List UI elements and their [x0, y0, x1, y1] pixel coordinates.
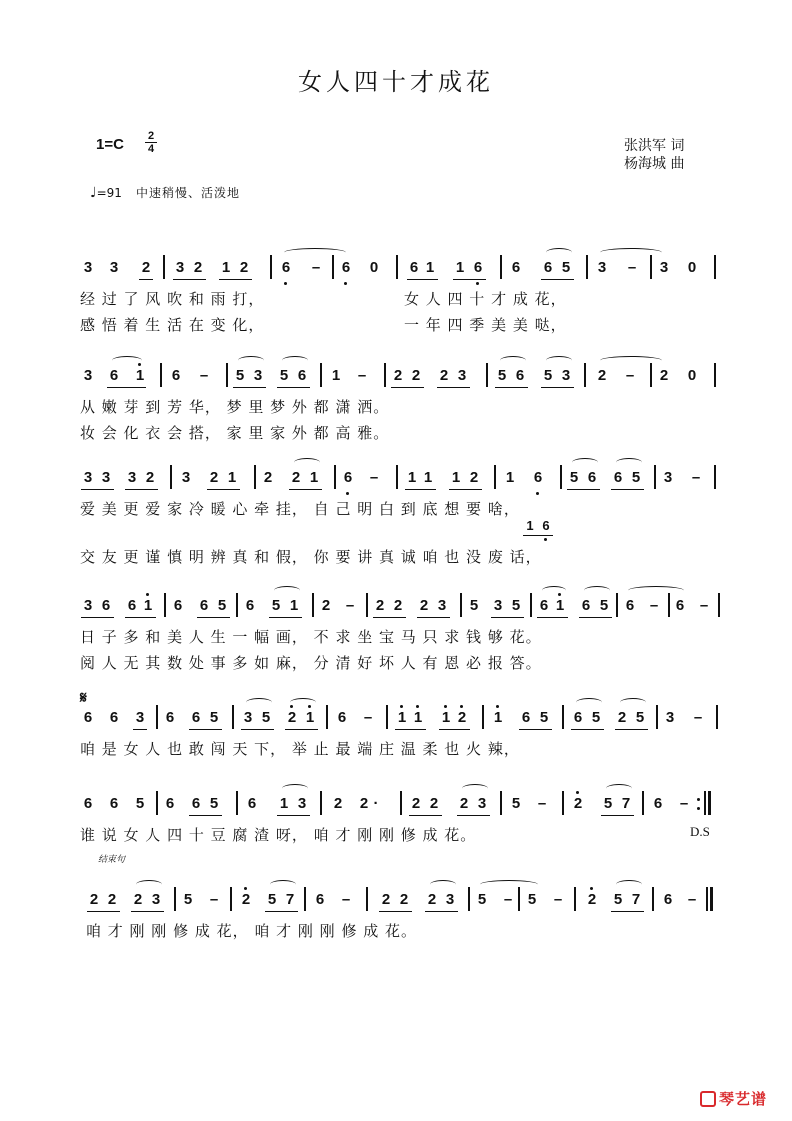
- lyric-line: 经 过 了 风 吹 和 雨 打， 女 人 四 十 才 成 花，: [80, 290, 567, 308]
- note: 0: [687, 367, 697, 384]
- note: 2: [439, 367, 449, 384]
- note: 5: [267, 891, 277, 908]
- note: 5: [235, 367, 245, 384]
- quarter-note-icon: ♩: [90, 185, 97, 201]
- note: 2: [419, 597, 429, 614]
- note: 1: [309, 469, 319, 486]
- note: 2: [411, 367, 421, 384]
- note: 2: [107, 891, 117, 908]
- note: 6: [663, 891, 673, 908]
- note: 2: [573, 795, 583, 812]
- note: 1: [455, 259, 465, 276]
- note: 6: [542, 518, 550, 533]
- note: 2: [659, 367, 669, 384]
- note: 5: [209, 795, 219, 812]
- note: 6: [473, 259, 483, 276]
- note: 2: [193, 259, 203, 276]
- lyric-line: 阅 人 无 其 数 处 事 多 如 麻， 分 清 好 坏 人 有 恩 必 报 答。: [80, 654, 542, 672]
- note: 2: [393, 367, 403, 384]
- note: 3: [493, 597, 503, 614]
- note: 2: [239, 259, 249, 276]
- note: 0: [687, 259, 697, 276]
- lyric-line: 咱 是 女 人 也 敢 闯 天 下， 举 止 最 端 庄 温 柔 也 火 辣，: [80, 740, 520, 758]
- note: 3: [243, 709, 253, 726]
- note: 3: [83, 469, 93, 486]
- note: 2: [617, 709, 627, 726]
- note: –: [679, 795, 689, 812]
- note: 6: [653, 795, 663, 812]
- note: 6: [581, 597, 591, 614]
- time-sig-bottom: 4: [147, 143, 155, 155]
- note: 1: [451, 469, 461, 486]
- note: 5: [569, 469, 579, 486]
- note: 3: [127, 469, 137, 486]
- logo-mark-icon: [700, 1091, 716, 1107]
- note: –: [687, 891, 697, 908]
- page-title: 女人四十才成花: [298, 68, 494, 96]
- note: 3: [151, 891, 161, 908]
- note: 6: [109, 795, 119, 812]
- note: 6: [521, 709, 531, 726]
- note: 5: [631, 469, 641, 486]
- note: 2: [287, 709, 297, 726]
- note: 6: [341, 259, 351, 276]
- note: 1: [413, 709, 423, 726]
- note: 5: [613, 891, 623, 908]
- note: 2: [321, 597, 331, 614]
- note: –: [537, 795, 547, 812]
- note: 5: [271, 597, 281, 614]
- note: 5: [511, 597, 521, 614]
- note: 5: [497, 367, 507, 384]
- note: 1: [425, 259, 435, 276]
- note: 6: [109, 709, 119, 726]
- score-row-7: [0, 890, 792, 910]
- note: 5: [527, 891, 537, 908]
- note: 2: [399, 891, 409, 908]
- note: 3: [665, 709, 675, 726]
- note: 6: [539, 597, 549, 614]
- note: 1: [423, 469, 433, 486]
- time-sig-top: 2: [145, 130, 157, 143]
- lyric-line: 日 子 多 和 美 人 生 一 幅 画， 不 求 坐 宝 马 只 求 钱 够 花。: [80, 628, 542, 646]
- note: 2: [459, 795, 469, 812]
- note: 3: [83, 597, 93, 614]
- note: –: [311, 259, 321, 276]
- note: –: [627, 259, 637, 276]
- note: –: [209, 891, 219, 908]
- note: 2: [291, 469, 301, 486]
- credits: [624, 137, 684, 173]
- score-row-2: [0, 366, 792, 386]
- note: 3: [477, 795, 487, 812]
- note: 6: [281, 259, 291, 276]
- note: 2: [241, 891, 251, 908]
- note: 2: [597, 367, 607, 384]
- note: 3: [253, 367, 263, 384]
- lyric-line: 妆 会 化 衣 会 搭， 家 里 家 外 都 高 雅。: [80, 424, 390, 442]
- note: –: [691, 469, 701, 486]
- note: 2: [333, 795, 343, 812]
- tempo-marking: [90, 184, 240, 201]
- note: 3: [659, 259, 669, 276]
- note: 1: [279, 795, 289, 812]
- note: 2: [145, 469, 155, 486]
- score-row-3: [0, 468, 792, 488]
- note: 1: [227, 469, 237, 486]
- note: –: [693, 709, 703, 726]
- note: 6: [173, 597, 183, 614]
- note: 2: [89, 891, 99, 908]
- note: 3: [101, 469, 111, 486]
- note: 1: [441, 709, 451, 726]
- note: 6: [83, 795, 93, 812]
- note: –: [357, 367, 367, 384]
- note: –: [363, 709, 373, 726]
- note: 6: [409, 259, 419, 276]
- note: 1: [135, 367, 145, 384]
- note: 6: [297, 367, 307, 384]
- end-phrase-label: 结束句: [98, 855, 126, 865]
- note: 2: [469, 469, 479, 486]
- segno-icon: 𝄋: [80, 688, 87, 707]
- note: 5: [209, 709, 219, 726]
- note: 6: [83, 709, 93, 726]
- note: 6: [165, 795, 175, 812]
- note: 2: [263, 469, 273, 486]
- note: –: [553, 891, 563, 908]
- note: 5: [561, 259, 571, 276]
- note: 3: [297, 795, 307, 812]
- time-signature: [145, 130, 157, 155]
- note: 3: [135, 709, 145, 726]
- note: 2: [411, 795, 421, 812]
- note: 6: [191, 709, 201, 726]
- note: 5: [543, 367, 553, 384]
- note: 5: [477, 891, 487, 908]
- note: 7: [285, 891, 295, 908]
- note: –: [503, 891, 513, 908]
- note: 6: [511, 259, 521, 276]
- note: 2: [427, 891, 437, 908]
- note: 5: [635, 709, 645, 726]
- lyricist: 张洪军 词: [624, 138, 685, 154]
- note: 5: [217, 597, 227, 614]
- note: –: [345, 597, 355, 614]
- note: –: [699, 597, 709, 614]
- note: 2: [375, 597, 385, 614]
- note: 5: [135, 795, 145, 812]
- note: 3: [597, 259, 607, 276]
- note: –: [649, 597, 659, 614]
- note: 2: [359, 795, 369, 812]
- score-row-6: [0, 794, 792, 814]
- note: 1: [331, 367, 341, 384]
- note: –: [341, 891, 351, 908]
- note: 6: [109, 367, 119, 384]
- note: 3: [83, 259, 93, 276]
- note: 1: [493, 709, 503, 726]
- note: 6: [573, 709, 583, 726]
- note: 6: [587, 469, 597, 486]
- note: ·: [373, 795, 379, 812]
- note: 6: [337, 709, 347, 726]
- lyric-line: 咱 才 刚 刚 修 成 花， 咱 才 刚 刚 修 成 花。: [86, 922, 417, 940]
- note: 6: [515, 367, 525, 384]
- note: 5: [279, 367, 289, 384]
- note: 1: [505, 469, 515, 486]
- note: –: [369, 469, 379, 486]
- lyric-line: 谁 说 女 人 四 十 豆 腐 渣 呀， 咱 才 刚 刚 修 成 花。: [80, 826, 477, 844]
- note: 3: [457, 367, 467, 384]
- ds-marking: D.S: [690, 824, 710, 839]
- note: 5: [469, 597, 479, 614]
- note: 3: [437, 597, 447, 614]
- note: 5: [599, 597, 609, 614]
- note: 6: [127, 597, 137, 614]
- note: 6: [625, 597, 635, 614]
- note: 3: [83, 367, 93, 384]
- note: 1: [555, 597, 565, 614]
- note: 6: [613, 469, 623, 486]
- key-signature: 1=C: [96, 136, 124, 153]
- site-logo[interactable]: [700, 1088, 767, 1109]
- note: 3: [445, 891, 455, 908]
- note: 1: [143, 597, 153, 614]
- lyric-line: 交 友 更 谨 慎 明 辨 真 和 假， 你 要 讲 真 诚 咱 也 没 废 话，: [80, 548, 542, 566]
- lyric-line: 从 嫩 芽 到 芳 华， 梦 里 梦 外 都 潇 洒。: [80, 398, 390, 416]
- note: 6: [165, 709, 175, 726]
- lyric-line: 爱 美 更 爱 家 冷 暖 心 牵 挂， 自 己 明 白 到 底 想 要 啥，: [80, 500, 520, 518]
- note: 5: [591, 709, 601, 726]
- note: 5: [261, 709, 271, 726]
- note: 6: [191, 795, 201, 812]
- note: 6: [675, 597, 685, 614]
- note: 2: [457, 709, 467, 726]
- note: 1: [221, 259, 231, 276]
- note: 6: [199, 597, 209, 614]
- score-row-4: [0, 596, 792, 616]
- note: 5: [183, 891, 193, 908]
- lyric-line: 感 悟 着 生 活 在 变 化， 一 年 四 季 美 美 哒，: [80, 316, 567, 334]
- tempo-expression: 中速稍慢、活泼地: [135, 186, 240, 200]
- note: 3: [109, 259, 119, 276]
- note: 0: [369, 259, 379, 276]
- note: 3: [663, 469, 673, 486]
- note: 1: [407, 469, 417, 486]
- note: –: [625, 367, 635, 384]
- note: 1: [397, 709, 407, 726]
- note: 5: [603, 795, 613, 812]
- logo-text: 琴艺谱: [719, 1090, 768, 1108]
- note: 2: [381, 891, 391, 908]
- note: 6: [101, 597, 111, 614]
- note: 2: [133, 891, 143, 908]
- note: 1: [289, 597, 299, 614]
- score-row-5: [0, 708, 792, 728]
- note: 6: [543, 259, 553, 276]
- note: 2: [429, 795, 439, 812]
- note: 2: [141, 259, 151, 276]
- note: 1: [526, 518, 534, 533]
- note: 7: [631, 891, 641, 908]
- note: 6: [245, 597, 255, 614]
- note: 3: [561, 367, 571, 384]
- note: 7: [621, 795, 631, 812]
- composer: 杨海城 曲: [624, 156, 685, 172]
- score-row-1: [0, 258, 792, 278]
- alt-note-line: [0, 516, 792, 536]
- note: 6: [171, 367, 181, 384]
- note: 6: [247, 795, 257, 812]
- note: 6: [315, 891, 325, 908]
- note: 3: [175, 259, 185, 276]
- note: 2: [209, 469, 219, 486]
- note: 6: [343, 469, 353, 486]
- note: 5: [539, 709, 549, 726]
- note: 2: [587, 891, 597, 908]
- note: 1: [305, 709, 315, 726]
- note: 3: [181, 469, 191, 486]
- note: 5: [511, 795, 521, 812]
- note: 2: [393, 597, 403, 614]
- note: 6: [533, 469, 543, 486]
- note: –: [199, 367, 209, 384]
- tempo-mark: =91: [96, 186, 122, 200]
